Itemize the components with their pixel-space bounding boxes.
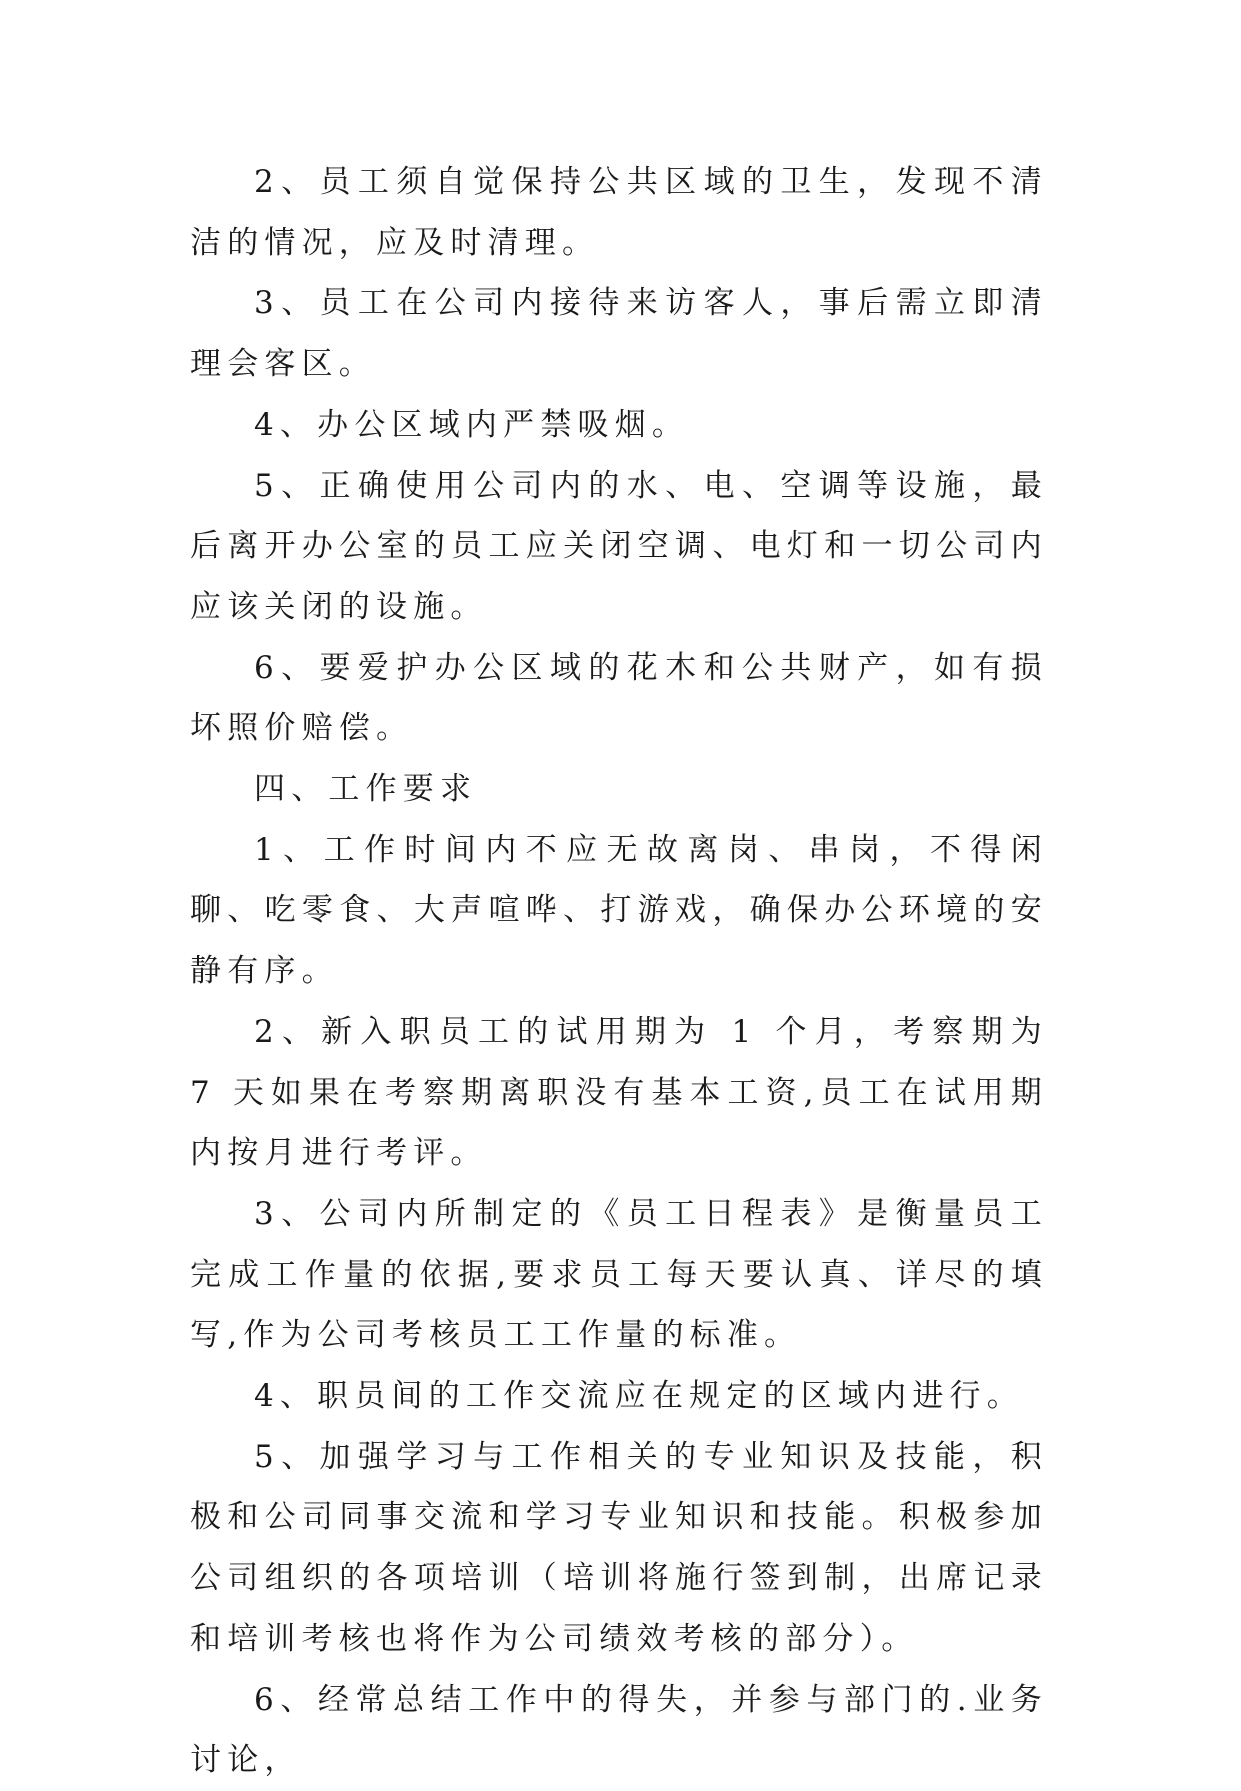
paragraph-work-4: 4、职员间的工作交流应在规定的区域内进行。 — [254, 1378, 1024, 1415]
section-heading: 四、工作要求 — [254, 771, 478, 808]
document-body — [190, 152, 1048, 1791]
paragraph-work-1: 1、工作时间内不应无故离岗、串岗，不得闲聊、吃零食、大声喧哗、打游戏，确保办公环境的安静有序。 — [190, 831, 1048, 990]
paragraph-work-2: 2、新入职员工的试用期为 1 个月，考察期为 7 天如果在考察期离职没有基本工资,员工在试用期内按月进行考评。 — [190, 1013, 1048, 1172]
paragraph-hygiene-2: 2、员工须自觉保持公共区域的卫生，发现不清洁的情况，应及时清理。 — [190, 164, 1048, 261]
paragraph-work-5: 5、加强学习与工作相关的专业知识及技能，积极和公司同事交流和学习专业知识和技能。积极参加公司组织的各项培训（培训将施行签到制，出席记录和培训考核也将作为公司绩效考核的部分）。 — [190, 1438, 1048, 1657]
paragraph-hygiene-5: 5、正确使用公司内的水、电、空调等设施，最后离开办公室的员工应关闭空调、电灯和一切公司内应该关闭的设施。 — [190, 467, 1048, 625]
paragraph-hygiene-6: 6、要爱护办公区域的花木和公共财产，如有损坏照价赔偿。 — [190, 649, 1048, 747]
paragraph-hygiene-4: 4、办公区域内严禁吸烟。 — [254, 406, 690, 443]
paragraph-work-3: 3、公司内所制定的《员工日程表》是衡量员工完成工作量的依据,要求员工每天要认真、详尽的填写,作为公司考核员工工作量的标准。 — [190, 1195, 1048, 1354]
paragraph-hygiene-3: 3、员工在公司内接待来访客人，事后需立即清理会客区。 — [190, 285, 1048, 383]
paragraph-work-6: 6、经常总结工作中的得失，并参与部门的.业务讨论， — [190, 1681, 1048, 1779]
